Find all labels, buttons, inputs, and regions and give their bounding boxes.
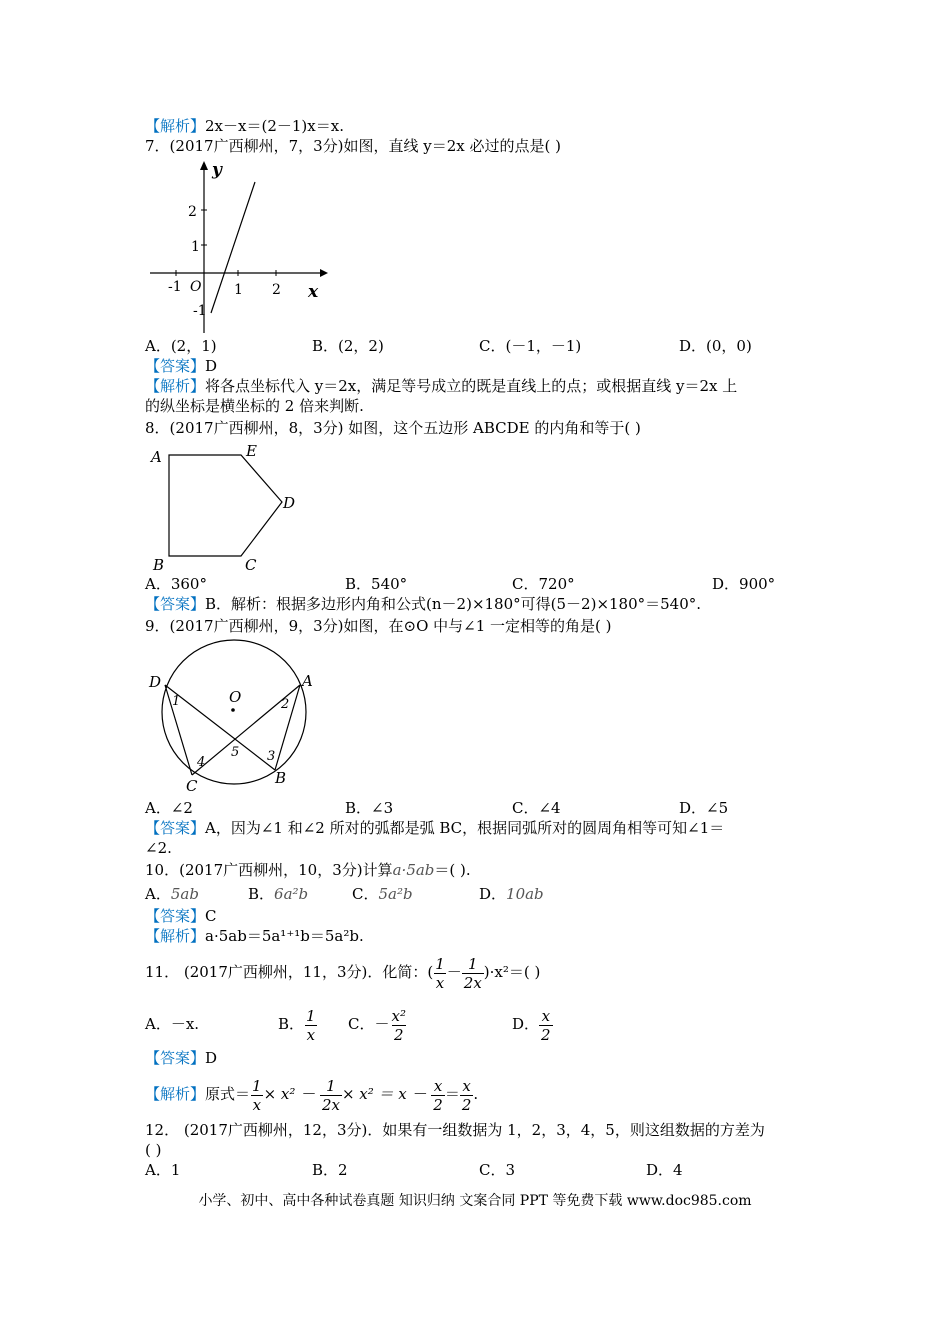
q9-answer-line bbox=[145, 818, 724, 838]
q8-option-b: B．540° bbox=[345, 575, 408, 593]
q8-answer-line bbox=[145, 594, 701, 614]
q7-stem: 7．(2017广西柳州，7，3分)如图，直线 y＝2x 必过的点是( ) bbox=[145, 137, 561, 155]
q10-option-c: C．5a²b bbox=[352, 885, 413, 903]
answer-tag: 【答案】 bbox=[145, 357, 206, 375]
analysis-tag: 【解析】 bbox=[145, 377, 206, 395]
q7-analysis-line bbox=[145, 376, 737, 396]
angle-3: 3 bbox=[267, 749, 276, 764]
q9-option-d: D．∠5 bbox=[679, 799, 729, 817]
q11-option-b: B． $\frac{1}{x}$ bbox=[278, 1006, 316, 1044]
q11-answer-line bbox=[145, 1048, 217, 1068]
q7-option-a: A．(2，1) bbox=[145, 337, 217, 355]
vertex-A: A bbox=[151, 448, 162, 466]
q9-option-b: B．∠3 bbox=[345, 799, 394, 817]
q8-option-a: A．360° bbox=[145, 575, 207, 593]
x-tick-neg1: -1 bbox=[168, 279, 182, 295]
analysis-tag: 【解析】 bbox=[145, 117, 206, 135]
angle-4: 4 bbox=[197, 755, 206, 770]
q7-analysis-1: 将各点坐标代入 y＝2x，满足等号成立的既是直线上的点；或根据直线 y＝2x 上 bbox=[205, 377, 738, 395]
page-footer: 小学、初中、高中各种试卷真题 知识归纳 文案合同 PPT 等免费下载 www.doc985.com bbox=[198, 1193, 752, 1209]
angle-1: 1 bbox=[172, 694, 181, 709]
q11-analysis-line: 【解析】原式＝ $\frac{1}{x}$ × x² － $\frac{1}{2x}$ × x² ＝ x － $\frac{x}{2}$ ＝ $\frac{x}{2}$ . bbox=[145, 1076, 479, 1114]
q7-answer-line bbox=[145, 356, 217, 376]
q9-stem: 9．(2017广西柳州，9，3分)如图，在⊙O 中与∠1 一定相等的角是( ) bbox=[145, 617, 612, 635]
x-tick-2: 2 bbox=[272, 282, 281, 298]
q8-stem: 8．(2017广西柳州，8，3分) 如图，这个五边形 ABCDE 的内角和等于( ) bbox=[145, 419, 641, 437]
q10-stem-expr: a·5ab bbox=[392, 861, 435, 879]
q11-answer: D bbox=[205, 1049, 218, 1067]
q10-stem-prefix: 10．(2017广西柳州，10，3分)计算 bbox=[145, 861, 393, 879]
q10-answer-line bbox=[145, 906, 217, 926]
q12-option-b: B．2 bbox=[312, 1161, 348, 1179]
q7-option-d: D．(0，0) bbox=[679, 337, 752, 355]
vertex-C: C bbox=[245, 556, 257, 574]
q9-option-c: C．∠4 bbox=[512, 799, 561, 817]
q10-analysis-line bbox=[145, 926, 364, 946]
vertex-B: B bbox=[153, 556, 165, 574]
q11-stem: 11． (2017广西柳州，11，3分)．化简：( $\frac{1}{x}$ － $\frac{1}{2x}$ )·x²＝( ) bbox=[145, 954, 541, 992]
q9-answer-1: A，因为∠1 和∠2 所对的弧都是弧 BC，根据同弧所对的圆周角相等可知∠1＝ bbox=[205, 819, 725, 837]
q10-analysis: a·5ab＝5a¹⁺¹b＝5a²b. bbox=[205, 927, 364, 945]
angle-5: 5 bbox=[231, 745, 240, 760]
q11-option-c: C．－ $\frac{\text{x²}}{2}$ bbox=[348, 1006, 406, 1044]
q11-frac-b: $\frac{1}{2x}$ bbox=[463, 954, 482, 992]
answer-tag: 【答案】 bbox=[145, 1049, 206, 1067]
q10-answer: C bbox=[205, 907, 217, 925]
q7-option-b: B．(2，2) bbox=[312, 337, 384, 355]
answer-tag: 【答案】 bbox=[145, 907, 206, 925]
q10-stem-suffix: ＝( ). bbox=[434, 861, 471, 879]
q10-option-b: B．6a²b bbox=[248, 885, 309, 903]
point-B: B bbox=[275, 769, 287, 787]
point-C: C bbox=[186, 777, 198, 795]
q11-option-a: A．－x. bbox=[145, 1015, 200, 1033]
q12-option-d: D．4 bbox=[646, 1161, 683, 1179]
q7-graph bbox=[145, 158, 330, 338]
q7-option-c: C．(－1，－1) bbox=[479, 337, 582, 355]
q7-answer: D bbox=[205, 357, 218, 375]
angle-2: 2 bbox=[281, 697, 290, 712]
vertex-E: E bbox=[246, 442, 257, 460]
q10-stem bbox=[145, 860, 471, 880]
y-axis-label: y bbox=[212, 160, 222, 180]
q9-circle-figure bbox=[145, 636, 325, 796]
y-tick-2: 2 bbox=[188, 204, 197, 220]
q12-option-c: C．3 bbox=[479, 1161, 516, 1179]
q7-analysis-2: 的纵坐标是横坐标的 2 倍来判断. bbox=[145, 397, 364, 415]
q8-answer: B．解析：根据多边形内角和公式(n－2)×180°可得(5－2)×180°＝540°. bbox=[205, 595, 702, 613]
x-axis-label: x bbox=[308, 282, 319, 302]
point-A: A bbox=[302, 672, 313, 690]
center-O: O bbox=[229, 688, 242, 706]
q10-option-d: D．10ab bbox=[479, 885, 544, 903]
point-D: D bbox=[149, 673, 162, 691]
answer-tag: 【答案】 bbox=[145, 819, 206, 837]
analysis-tag: 【解析】 bbox=[145, 927, 206, 945]
q9-option-a: A．∠2 bbox=[145, 799, 193, 817]
q9-answer-2: ∠2. bbox=[145, 839, 172, 857]
answer-tag: 【答案】 bbox=[145, 595, 206, 613]
q8-option-d: D．900° bbox=[712, 575, 776, 593]
y-tick-neg1: -1 bbox=[193, 303, 207, 319]
q12-stem-2: ( ) bbox=[145, 1141, 162, 1159]
q6-analysis: 2x－x＝(2－1)x＝x. bbox=[205, 117, 344, 135]
q11-frac-a: $\frac{1}{x}$ bbox=[435, 954, 445, 992]
q6-analysis-line bbox=[145, 116, 344, 136]
q12-stem-1: 12． (2017广西柳州，12，3分)．如果有一组数据为 1，2，3，4，5，则这组数据的方差为 bbox=[145, 1121, 765, 1139]
vertex-D: D bbox=[283, 494, 296, 512]
q12-option-a: A．1 bbox=[145, 1161, 181, 1179]
x-tick-1: 1 bbox=[234, 282, 243, 298]
q8-pentagon bbox=[145, 440, 305, 575]
y-tick-1: 1 bbox=[191, 239, 200, 255]
q11-option-d: D． $\frac{x}{2}$ bbox=[512, 1006, 551, 1044]
q8-option-c: C．720° bbox=[512, 575, 575, 593]
q10-option-a: A．5ab bbox=[145, 885, 199, 903]
origin-label: O bbox=[190, 279, 202, 295]
